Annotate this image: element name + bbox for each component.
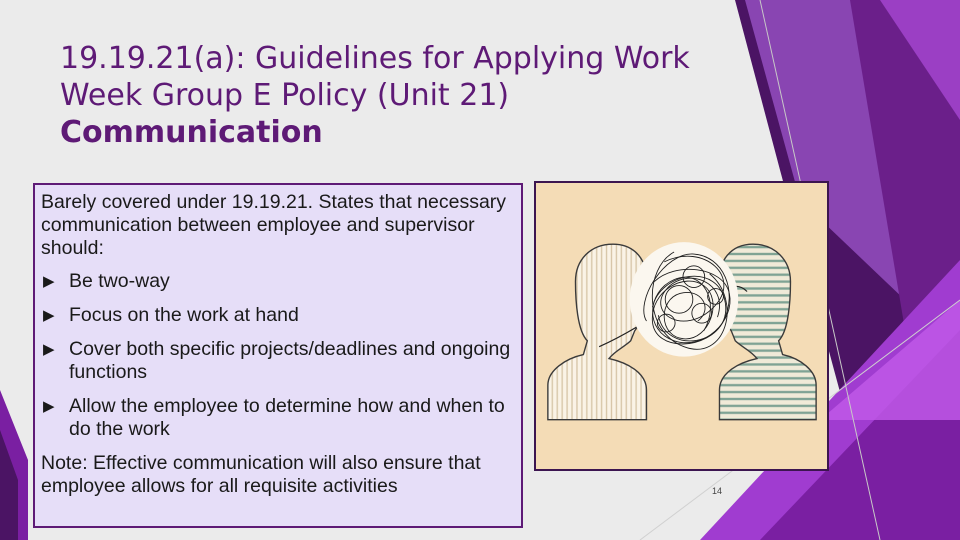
bullet-item <box>41 338 513 384</box>
bullet-text: Focus on the work at hand <box>69 304 299 326</box>
title-line-3: Communication <box>60 115 323 150</box>
title-line-1: 19.19.21(a): Guidelines for Applying Work <box>60 41 690 76</box>
two-heads-tangled-line-image <box>536 183 827 469</box>
slide-title <box>60 40 700 151</box>
bullet-text: Allow the employee to determine how and when to do the work <box>69 395 505 440</box>
triangle-right-icon: ▶ <box>43 341 55 358</box>
triangle-right-icon: ▶ <box>43 398 55 415</box>
bullet-text: Cover both specific projects/deadlines and ongoing functions <box>69 338 511 383</box>
slide-number: 14 <box>712 486 723 496</box>
communication-illustration <box>534 181 829 471</box>
bullet-list <box>41 270 513 441</box>
bullet-item <box>41 270 513 293</box>
title-line-2: Week Group E Policy (Unit 21) <box>60 78 510 113</box>
content-textbox <box>33 183 523 528</box>
triangle-right-icon: ▶ <box>43 273 55 290</box>
bullet-text: Be two-way <box>69 270 170 292</box>
intro-text: Barely covered under 19.19.21. States that necessary communication between employee and supervisor should: <box>41 191 507 259</box>
triangle-right-icon: ▶ <box>43 307 55 324</box>
bullet-item <box>41 395 513 441</box>
bullet-item <box>41 304 513 327</box>
note-text: Note: Effective communication will also ensure that employee allows for all requisite activities <box>41 452 481 497</box>
